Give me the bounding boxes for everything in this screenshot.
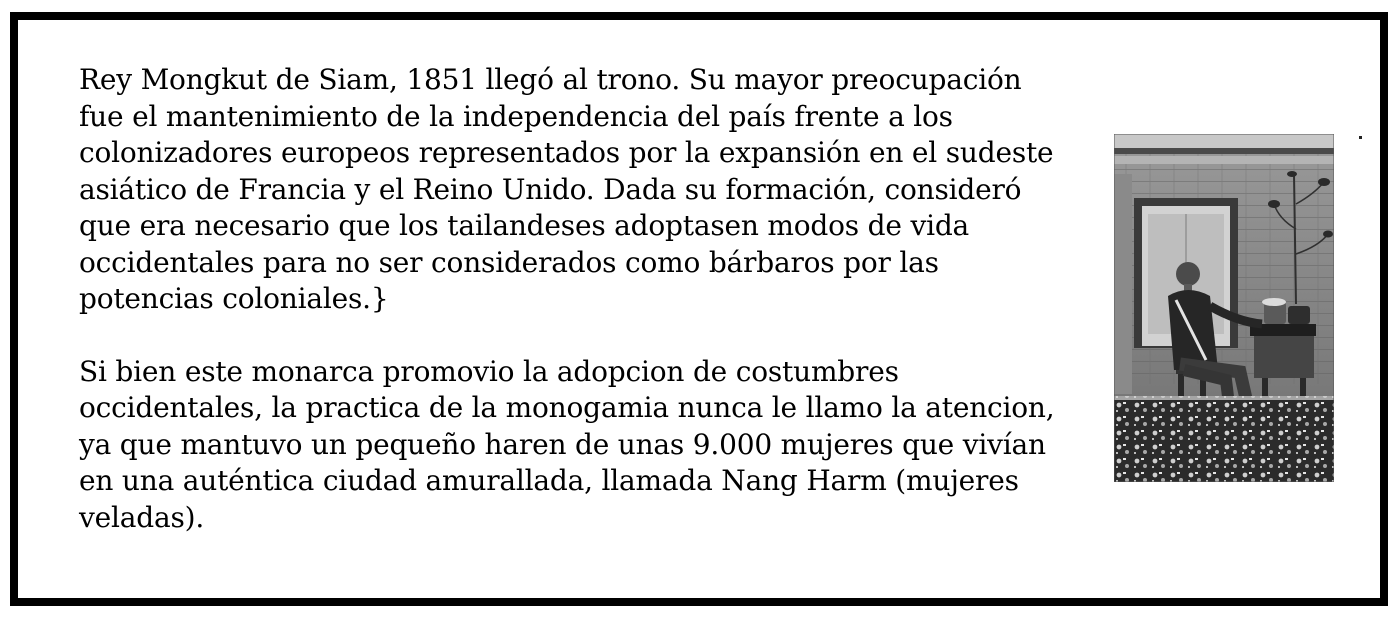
text-line: occidentales para no ser considerados como bárbaros por las <box>79 245 939 279</box>
text-line: occidentales, la practica de la monogamia nunca le llamo la atencion, <box>79 391 1055 424</box>
text-line: fue el mantenimiento de la independencia del país frente a los <box>79 99 953 133</box>
edge-speck <box>1359 136 1362 139</box>
text-line: en una auténtica ciudad amurallada, llamada Nang Harm (mujeres <box>79 464 1019 497</box>
king-mongkut-portrait <box>1114 134 1334 482</box>
text-line: que era necesario que los tailandeses adoptasen modos de vida <box>79 209 970 242</box>
text-line: Si bien este monarca promovio la adopcion de costumbres <box>79 354 899 388</box>
text-line: potencias coloniales.} <box>79 282 389 315</box>
text-line: asiático de Francia y el Reino Unido. Dada su formación, consideró <box>79 172 1022 206</box>
text-line: Rey Mongkut de Siam, 1851 llegó al trono. Su mayor preocupación <box>79 63 1022 96</box>
text-block <box>79 62 1089 536</box>
paragraph-2 <box>79 354 1089 537</box>
text-line: veladas). <box>79 500 205 534</box>
portrait-illustration <box>1114 134 1334 482</box>
document-frame <box>10 12 1388 606</box>
paragraph-1 <box>79 62 1089 318</box>
text-line: ya que mantuvo un pequeño haren de unas 9.000 mujeres que vivían <box>79 427 1046 461</box>
text-line: colonizadores europeos representados por la expansión en el sudeste <box>79 136 1054 169</box>
